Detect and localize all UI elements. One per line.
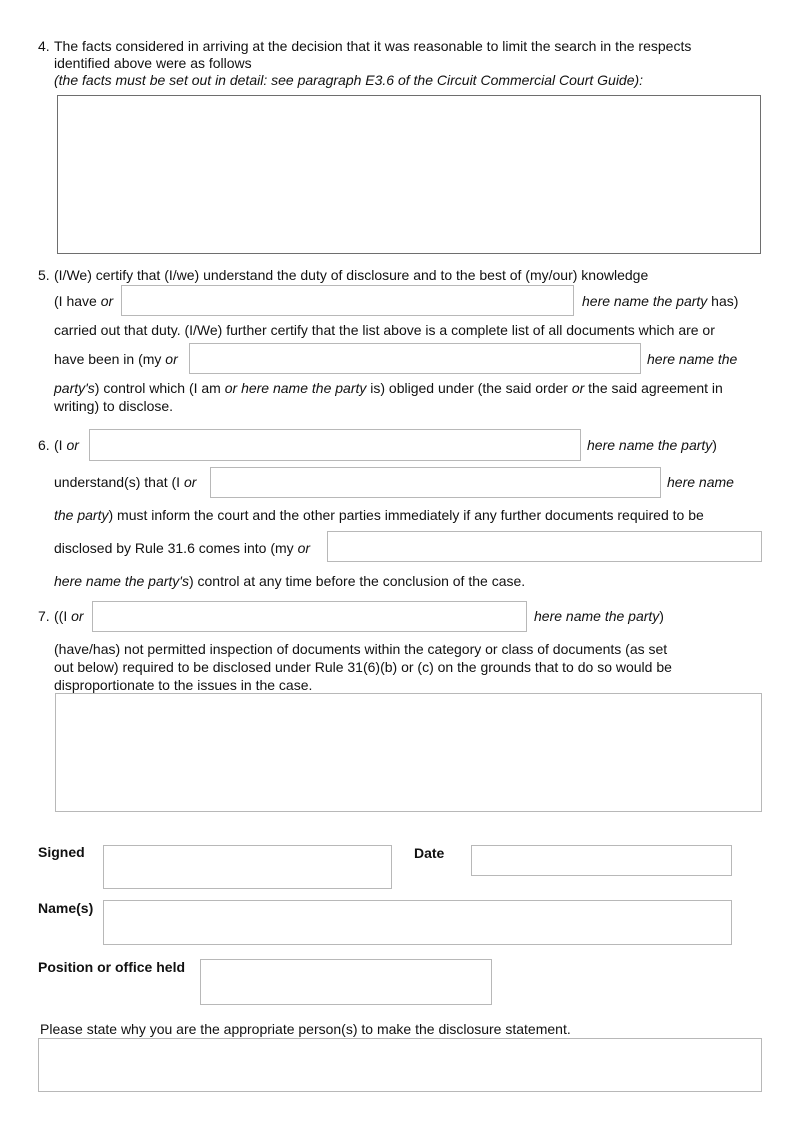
q6-line1-post: here name the party) [587,437,717,453]
q5-party-name-field-2[interactable] [189,343,641,374]
q6-line2-post: here name [667,474,734,490]
q6-line1-pre: (I or [54,437,79,453]
names-label: Name(s) [38,900,94,916]
q4-facts-textarea[interactable] [57,95,761,254]
q5-line3: carried out that duty. (I/We) further certify that the list above is a complete list of all documents which are or [54,322,715,338]
signed-field[interactable] [103,845,392,889]
q6-party-name-field-2[interactable] [210,467,661,498]
date-label: Date [414,845,445,861]
q7-line1-pre: ((I or [54,608,84,624]
q7-documents-textarea[interactable] [55,693,762,812]
q5-line5: party's) control which (I am or here name the party is) obliged under (the said order or the said agreement in [54,380,723,396]
q5-number: 5. [38,267,50,283]
q7-party-name-field[interactable] [92,601,527,632]
q7-line3: out below) required to be disclosed under Rule 31(6)(b) or (c) on the grounds that to do so would be [54,659,672,675]
q6-number: 6. [38,437,50,453]
q5-line4-pre: have been in (my or [54,351,178,367]
q6-party-name-field-3[interactable] [327,531,762,562]
q6-line3: the party) must inform the court and the other parties immediately if any further documents required to be [54,507,704,523]
reason-textarea[interactable] [38,1038,762,1092]
position-label: Position or office held [38,959,186,975]
q6-line2-pre: understand(s) that (I or [54,474,197,490]
q6-line5: here name the party's) control at any time before the conclusion of the case. [54,573,526,589]
q4-line2: identified above were as follows [54,55,252,71]
signed-label: Signed [38,844,85,860]
q7-line2: (have/has) not permitted inspection of documents within the category or class of documents (as set [54,641,668,657]
position-field[interactable] [200,959,492,1005]
q7-number: 7. [38,608,50,624]
q5-party-name-field-1[interactable] [121,285,574,316]
q7-line1-post: here name the party) [534,608,664,624]
date-field[interactable] [471,845,732,876]
q5-line2-pre: (I have or [54,293,114,309]
q6-line4-pre: disclosed by Rule 31.6 comes into (my or [54,540,311,556]
q5-line6: writing) to disclose. [54,398,174,414]
q5-line1: (I/We) certify that (I/we) understand the duty of disclosure and to the best of (my/our) knowledge [54,267,649,283]
names-field[interactable] [103,900,732,945]
q4-number: 4. [38,38,50,54]
q5-line2-post: here name the party has) [582,293,739,309]
q4-note: (the facts must be set out in detail: see paragraph E3.6 of the Circuit Commercial Court Guide): [54,72,644,88]
q6-party-name-field-1[interactable] [89,429,581,461]
reason-prompt: Please state why you are the appropriate person(s) to make the disclosure statement. [40,1021,571,1037]
q7-line4: disproportionate to the issues in the case. [54,677,313,693]
q5-line4-post: here name the [647,351,738,367]
q4-line1: The facts considered in arriving at the decision that it was reasonable to limit the search in the respects [54,38,692,54]
